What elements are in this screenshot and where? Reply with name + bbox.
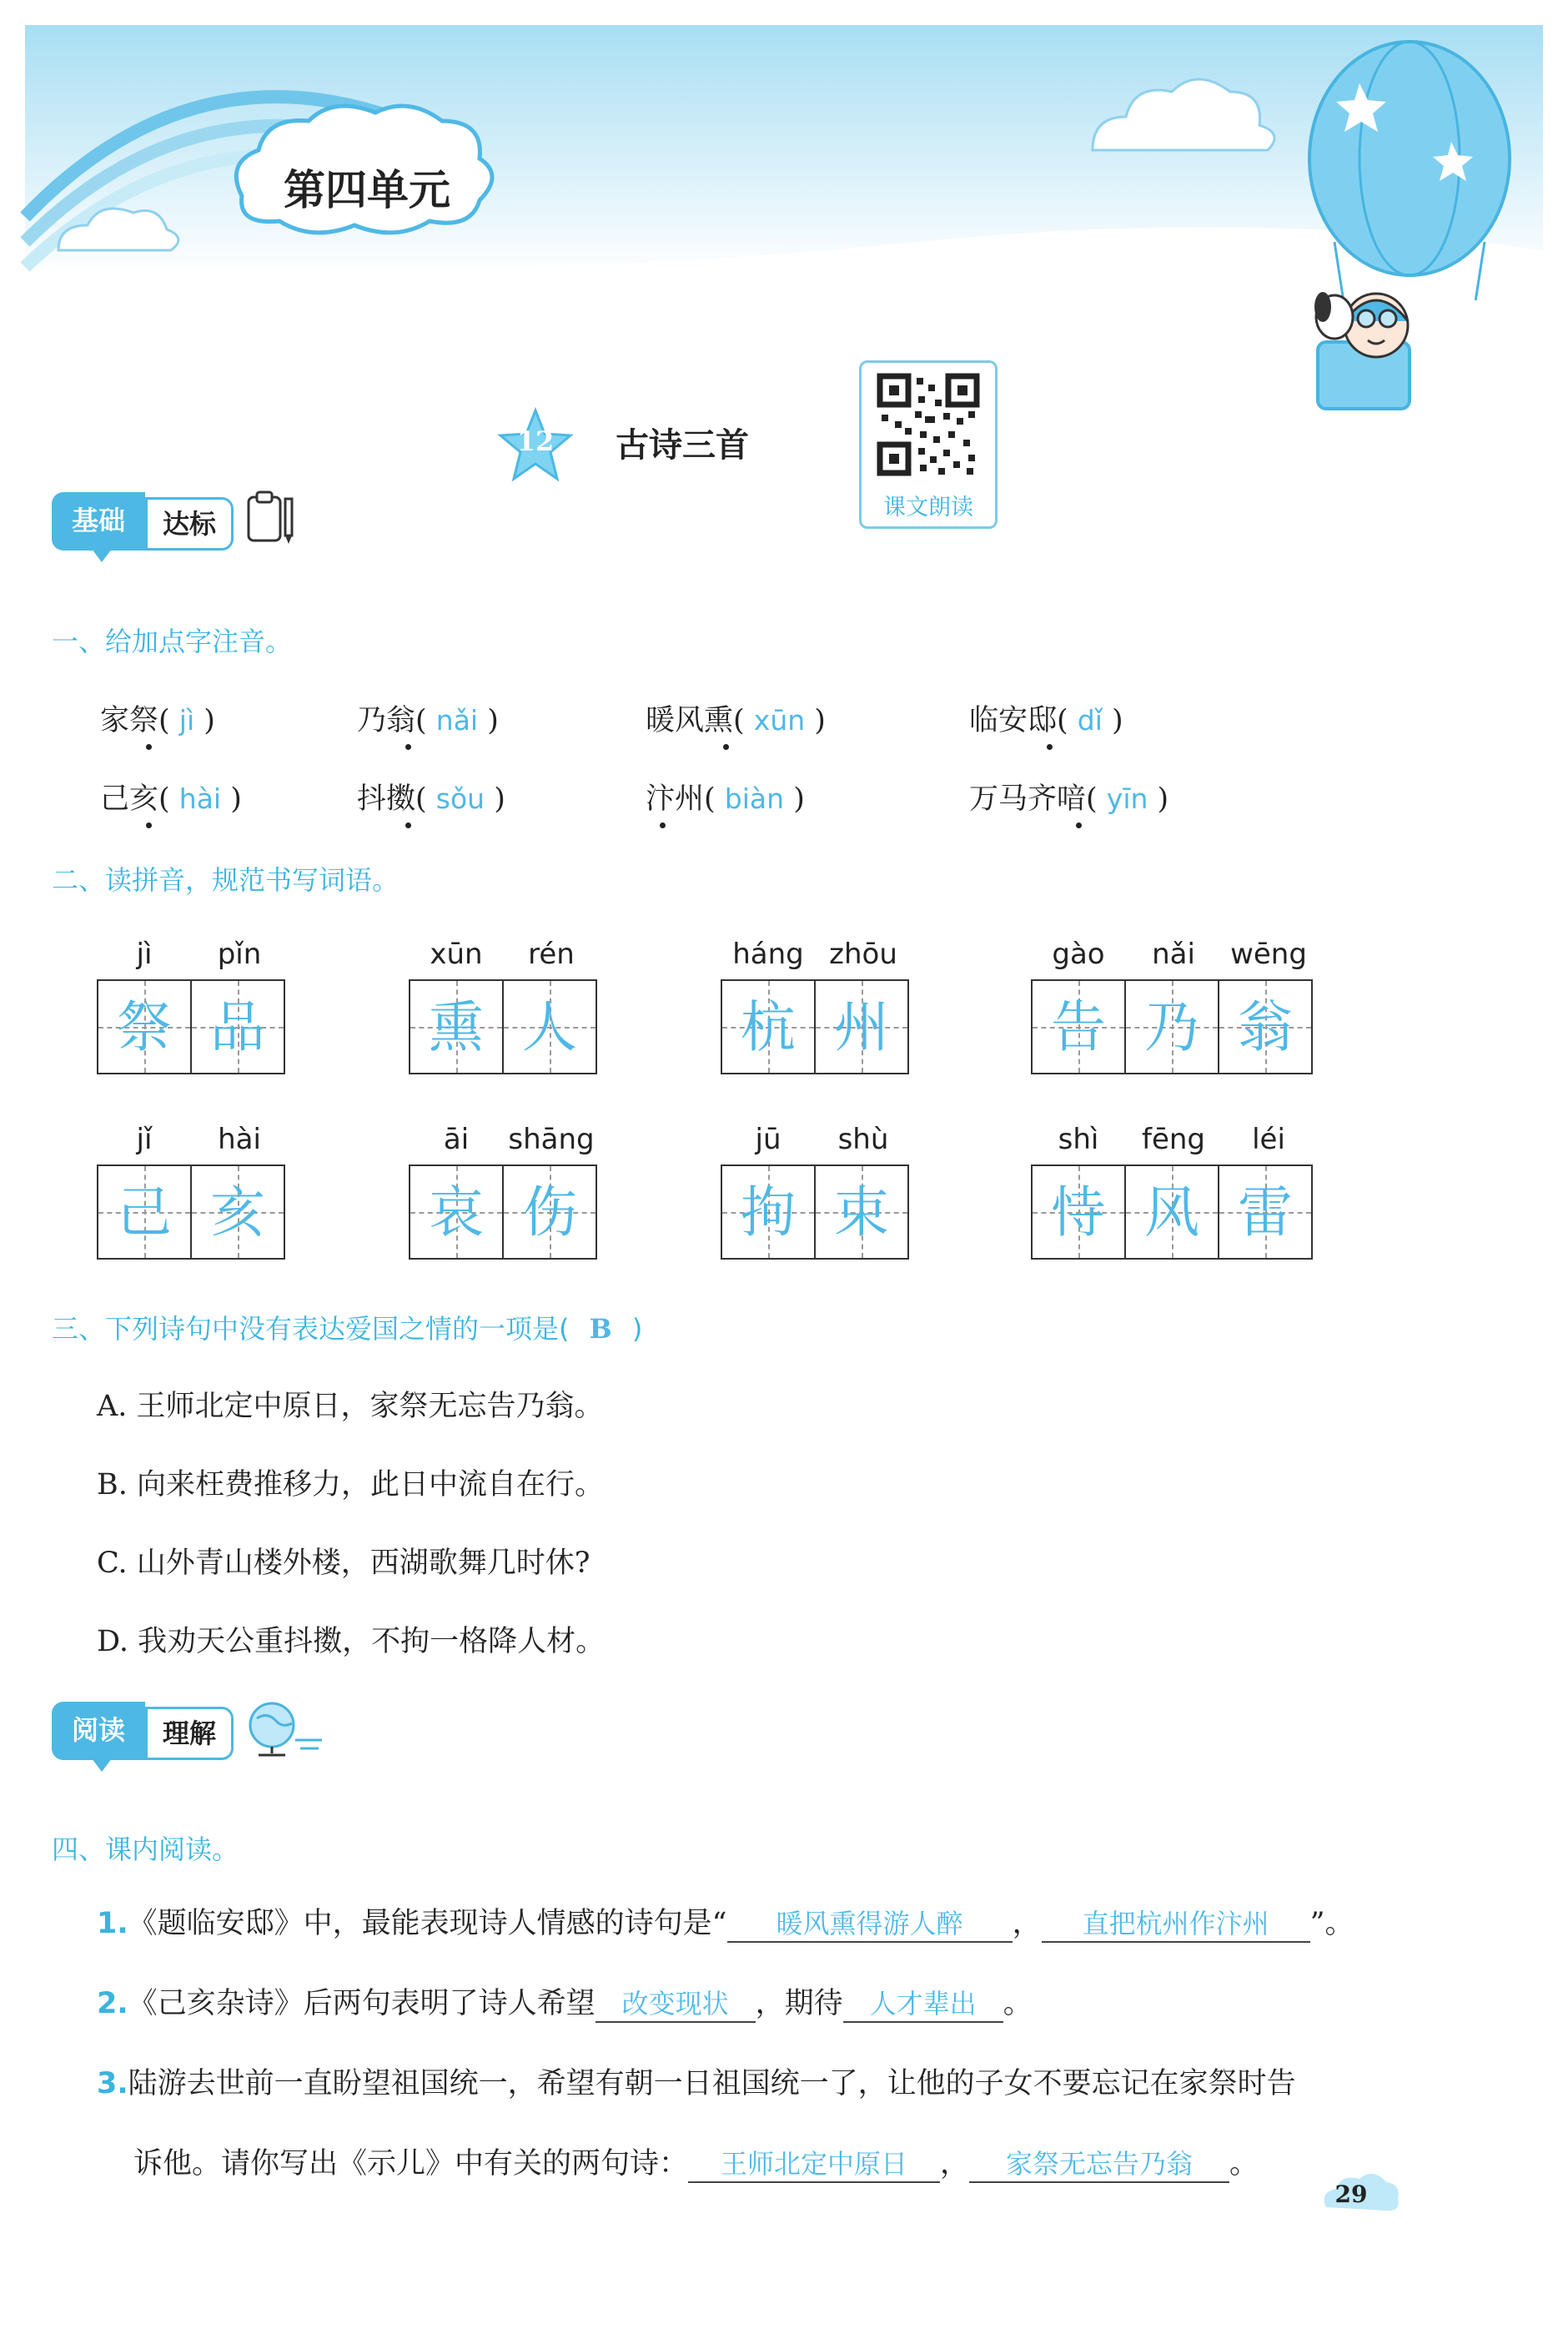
writing-cell[interactable]: [721, 1164, 816, 1260]
writing-cell[interactable]: [1031, 979, 1126, 1074]
q1-word: 汴州: [646, 782, 705, 816]
badge-tail: [92, 549, 112, 562]
answer-blank[interactable]: 王师北定中原日: [688, 2143, 940, 2183]
lesson-title: 古诗三首: [616, 425, 749, 465]
clipboard-pencil-icon: [242, 489, 300, 547]
q1-item: 己亥( hài ): [100, 782, 242, 816]
q1-answer: dǐ: [1077, 704, 1103, 737]
writing-cell[interactable]: [97, 1164, 192, 1260]
lesson-number-star: [497, 407, 574, 484]
writing-cell[interactable]: [814, 1164, 909, 1260]
writing-group: [721, 938, 911, 1059]
badge-reading-left: 阅读: [52, 1702, 145, 1760]
q1-item: 万马齐喑( yīn ): [969, 782, 1169, 816]
written-char: 己: [117, 1180, 172, 1245]
qr-code-icon: [877, 373, 980, 476]
badge-reading-right: 理解: [145, 1707, 234, 1760]
q4-item-text: 《题临安邸》中，最能表现诗人情感的诗句是“: [128, 1907, 727, 1940]
pinyin: xūn: [430, 938, 483, 971]
q3-option-b: B. 向来枉费推移力，此日中流自在行。: [97, 1468, 604, 1501]
written-char: 翁: [1238, 995, 1293, 1059]
emphasis-dot: [146, 822, 152, 828]
pinyin: fēng: [1141, 1123, 1206, 1156]
pinyin: háng: [732, 938, 804, 971]
page-number-badge: [1318, 2170, 1401, 2221]
q4-item-text: 陆游去世前一直盼望祖国统一，希望有朝一日祖国统一了，让他的子女不要忘记在家祭时告: [128, 2067, 1296, 2100]
writing-cell[interactable]: [190, 1164, 285, 1260]
q1-item: 家祭( jì ): [100, 704, 215, 737]
q3-heading: [52, 1308, 642, 1346]
pinyin: shì: [1058, 1123, 1099, 1156]
q2-heading: 二、读拼音，规范书写词语。: [52, 864, 400, 896]
pinyin: hài: [218, 1123, 261, 1156]
writing-cell[interactable]: [409, 1164, 504, 1260]
badge-tail: [92, 1758, 112, 1772]
q4-item-text: ，: [1012, 1907, 1042, 1940]
q1-answer: sǒu: [435, 782, 485, 815]
pinyin: jū: [755, 1123, 781, 1156]
pinyin: rén: [528, 938, 575, 971]
emphasis-dot: [146, 744, 152, 750]
qr-code-label: 课文朗读: [883, 495, 973, 521]
emphasis-dot: [1047, 744, 1053, 750]
child-in-basket-icon: [1284, 275, 1451, 417]
writing-cell[interactable]: [502, 979, 597, 1074]
writing-group: [1031, 1123, 1316, 1245]
written-char: 熏: [429, 995, 484, 1059]
writing-cell[interactable]: [1218, 1164, 1313, 1260]
pinyin: nǎi: [1152, 938, 1195, 971]
page-number: 29: [1334, 2180, 1368, 2208]
pinyin: jǐ: [136, 1123, 153, 1156]
writing-group: [409, 938, 599, 1059]
writing-group: [97, 1123, 287, 1245]
q1-item: 乃翁( nǎi ): [357, 704, 499, 737]
balloon-icon: [1309, 42, 1510, 300]
q3-heading-end: ): [631, 1313, 643, 1345]
pinyin: léi: [1252, 1123, 1285, 1156]
q3-heading-text: 三、下列诗句中没有表达爱国之情的一项是(: [52, 1313, 570, 1345]
q1-answer: xūn: [753, 704, 806, 737]
q3-answer: B: [589, 1313, 612, 1345]
pinyin: pǐn: [217, 938, 262, 971]
writing-cell[interactable]: [721, 979, 816, 1074]
q3-option-d: D. 我劝天公重抖擞，不拘一格降人材。: [97, 1625, 606, 1658]
emphasis-dot: [405, 822, 411, 828]
q1-answer: yīn: [1106, 782, 1148, 815]
q4-item-text: 诉他。请你写出《示儿》中有关的两句诗：: [133, 2147, 689, 2180]
written-char: 拘: [741, 1180, 796, 1245]
written-char: 乃: [1144, 995, 1199, 1059]
qr-code-box[interactable]: [859, 360, 998, 529]
q1-item: 临安邸( dǐ ): [969, 704, 1123, 737]
q4-item-2: [97, 1980, 1033, 2023]
q1-heading: 一、给加点字注音。: [52, 626, 293, 657]
pinyin: jì: [136, 938, 153, 971]
q4-item-text: 。: [1003, 1987, 1033, 2020]
writing-cell[interactable]: [97, 979, 192, 1074]
written-char: 品: [210, 995, 265, 1059]
q4-item-text: ，: [940, 2147, 970, 2180]
unit-title: 第四单元: [284, 165, 450, 214]
writing-group: [97, 938, 287, 1059]
writing-cell[interactable]: [814, 979, 909, 1074]
q1-word: 己亥: [100, 782, 159, 816]
q4-item-text: ，期待: [755, 1987, 843, 2020]
writing-group: [1031, 938, 1316, 1059]
q1-word: 抖擞: [357, 782, 416, 816]
q4-item-text: 《己亥杂诗》后两句表明了诗人希望: [128, 1987, 596, 2020]
globe-icon: [242, 1698, 325, 1758]
written-char: 伤: [522, 1180, 577, 1245]
written-char: 祭: [117, 995, 172, 1059]
written-char: 人: [522, 995, 577, 1059]
q1-answer: biàn: [724, 782, 785, 815]
emphasis-dot: [660, 822, 666, 828]
q4-heading: 四、课内阅读。: [52, 1833, 239, 1865]
emphasis-dot: [405, 744, 411, 750]
writing-cell[interactable]: [409, 979, 504, 1074]
q1-answer: hài: [178, 782, 222, 815]
written-char: 哀: [429, 1180, 484, 1245]
q4-item-3: [97, 2060, 1296, 2102]
written-char: 告: [1051, 995, 1106, 1059]
q1-answer: nǎi: [435, 704, 479, 737]
q1-word: 暖风熏: [646, 704, 734, 737]
q4-item-number: 3.: [97, 2067, 128, 2100]
writing-cell[interactable]: [1124, 1164, 1219, 1260]
q3-option-a: A. 王师北定中原日，家祭无忘告乃翁。: [97, 1390, 604, 1423]
pinyin: wēng: [1230, 938, 1307, 971]
q4-item-1: [97, 1900, 1354, 1943]
pinyin: zhōu: [829, 938, 897, 971]
written-char: 恃: [1051, 1180, 1106, 1245]
written-char: 束: [834, 1180, 889, 1245]
q4-item-3-cont: [133, 2140, 1259, 2183]
writing-cell[interactable]: [190, 979, 285, 1074]
emphasis-dot: [723, 744, 729, 750]
written-char: 亥: [210, 1180, 265, 1245]
writing-cell[interactable]: [1218, 979, 1313, 1074]
writing-cell[interactable]: [502, 1164, 597, 1260]
q1-word: 家祭: [100, 704, 159, 737]
written-char: 风: [1144, 1180, 1199, 1245]
writing-cell[interactable]: [1124, 979, 1219, 1074]
q4-item-text: ”。: [1309, 1907, 1354, 1940]
q1-word: 乃翁: [357, 704, 416, 737]
badge-basic-right: 达标: [145, 497, 234, 551]
section-badge-reading: [52, 1702, 235, 1760]
q1-word: 临安邸: [969, 704, 1058, 737]
answer-blank[interactable]: 直把杭州作汴州: [1042, 1903, 1310, 1943]
writing-group: [409, 1123, 599, 1245]
pinyin: āi: [443, 1123, 470, 1156]
q1-item: 抖擞( sǒu ): [357, 782, 505, 816]
q1-item: 暖风熏( xūn ): [646, 704, 826, 737]
written-char: 杭: [741, 995, 796, 1059]
q1-item: 汴州( biàn ): [646, 782, 805, 816]
written-char: 雷: [1238, 1180, 1293, 1245]
lesson-number: 12: [516, 425, 555, 457]
writing-cell[interactable]: [1031, 1164, 1126, 1260]
answer-blank[interactable]: 人才辈出: [843, 1983, 1003, 2023]
emphasis-dot: [1076, 822, 1082, 828]
q4-item-number: 2.: [97, 1987, 128, 2020]
q3-option-c: C. 山外青山楼外楼，西湖歌舞几时休?: [97, 1547, 591, 1580]
q4-item-number: 1.: [97, 1907, 128, 1940]
pinyin: gào: [1052, 938, 1105, 971]
header-banner: [0, 0, 1568, 300]
badge-basic-left: 基础: [52, 492, 145, 551]
q1-word: 万马齐喑: [969, 782, 1087, 816]
answer-blank[interactable]: 改变现状: [596, 1983, 756, 2023]
answer-blank[interactable]: 暖风熏得游人醉: [727, 1903, 1013, 1943]
pinyin: shù: [837, 1123, 889, 1156]
section-badge-basic: [52, 492, 235, 551]
writing-group: [721, 1123, 911, 1245]
written-char: 州: [834, 995, 889, 1059]
pinyin: shāng: [508, 1123, 595, 1156]
answer-blank[interactable]: 家祭无忘告乃翁: [969, 2143, 1229, 2183]
q4-item-text: 。: [1229, 2147, 1259, 2180]
q1-answer: jì: [178, 704, 195, 737]
